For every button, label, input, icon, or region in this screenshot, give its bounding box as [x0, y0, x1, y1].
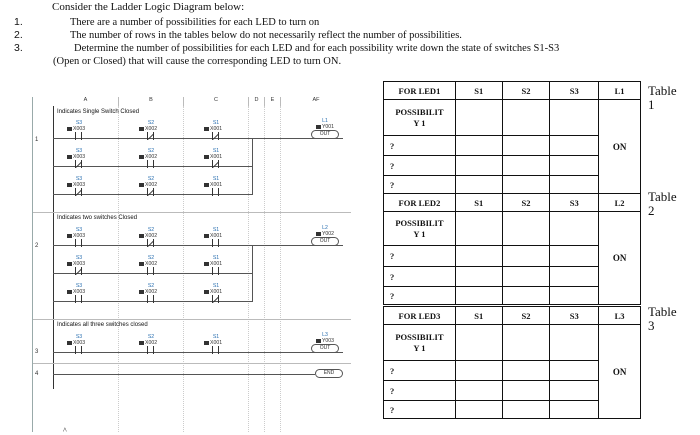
instruction-number: 2. — [14, 29, 23, 41]
answer-cell[interactable] — [502, 361, 550, 381]
answer-cell[interactable] — [455, 176, 502, 194]
coil-l3: L3 Y003 OUT — [311, 332, 339, 353]
column-header-e: E — [265, 97, 281, 106]
contact-no-icon — [67, 295, 91, 303]
device-icon — [67, 155, 72, 159]
grid-line — [183, 106, 185, 432]
contact-nc-icon — [204, 295, 228, 303]
contact-no-icon — [67, 132, 91, 140]
table-header-row — [384, 307, 641, 325]
answer-cell[interactable] — [550, 361, 599, 381]
instruction-text: The number of rows in the tables below do not necessarily reflect the number of possibilities. — [70, 30, 462, 41]
contact-no-icon — [204, 346, 228, 354]
device-icon — [67, 234, 72, 238]
answer-cell[interactable] — [550, 156, 599, 176]
device-icon — [204, 262, 209, 266]
contact-s3: S3 X003 — [67, 283, 91, 303]
instruction-number: 1. — [14, 16, 23, 28]
device-icon — [139, 234, 144, 238]
answer-cell[interactable] — [455, 246, 502, 267]
table-led3 — [383, 306, 641, 419]
table-row — [384, 100, 641, 136]
answer-cell[interactable] — [455, 325, 502, 361]
contact-s1: S1 X001 — [204, 120, 228, 140]
header-l: L3 — [599, 307, 641, 325]
answer-cell[interactable] — [455, 267, 502, 287]
contact-s3: S3 X003 — [67, 176, 91, 196]
answer-cell[interactable] — [550, 246, 599, 267]
question-cell: ? — [384, 136, 456, 156]
contact-s3: S3 X003 — [67, 120, 91, 140]
end-instruction: END — [315, 369, 343, 378]
contact-no-icon — [67, 239, 91, 247]
header-s1: S1 — [455, 194, 502, 212]
answer-cell[interactable] — [455, 287, 502, 305]
table-led1 — [383, 81, 641, 194]
device-icon — [204, 183, 209, 187]
column-header-d: D — [249, 97, 265, 106]
answer-cell[interactable] — [455, 361, 502, 381]
grid-line — [118, 106, 120, 432]
table-header-row — [384, 82, 641, 100]
answer-cell[interactable] — [502, 176, 550, 194]
header-l: L1 — [599, 82, 641, 100]
table-label-3: Table 3 — [648, 304, 677, 333]
contact-s1: S1 X001 — [204, 227, 228, 247]
answer-cell[interactable] — [502, 246, 550, 267]
question-cell: ? — [384, 287, 456, 305]
answer-cell[interactable] — [502, 267, 550, 287]
contact-s3: S3 X003 — [67, 334, 91, 354]
contact-s2: S2 X002 — [139, 255, 163, 275]
answer-cell[interactable] — [502, 156, 550, 176]
power-rail — [53, 106, 54, 389]
device-icon — [204, 234, 209, 238]
coil-out: OUT — [311, 344, 339, 353]
table-label-1: Table 1 — [648, 83, 677, 112]
header-s1: S1 — [455, 82, 502, 100]
possibility-cell: POSSIBILIT Y 1 — [384, 325, 456, 361]
contact-nc-icon — [204, 160, 228, 168]
answer-cell[interactable] — [550, 176, 599, 194]
answer-cell[interactable] — [455, 212, 502, 246]
rung-wire — [53, 374, 315, 375]
device-icon — [67, 183, 72, 187]
header-s2: S2 — [502, 82, 550, 100]
table-row — [384, 325, 641, 361]
instruction-number: 3. — [14, 42, 23, 54]
instruction-item — [14, 42, 674, 55]
contact-s2: S2 X002 — [139, 283, 163, 303]
rung-separator — [33, 212, 351, 213]
answer-cell[interactable] — [550, 287, 599, 305]
table-led2 — [383, 193, 641, 305]
header-led: FOR LED1 — [384, 82, 456, 100]
answer-cell[interactable] — [502, 287, 550, 305]
contact-no-icon — [204, 188, 228, 196]
answer-cell[interactable] — [550, 212, 599, 246]
contact-s1: S1 X001 — [204, 255, 228, 275]
answer-cell[interactable] — [502, 212, 550, 246]
header-led: FOR LED3 — [384, 307, 456, 325]
answer-cell[interactable] — [550, 267, 599, 287]
contact-s2: S2 X002 — [139, 148, 163, 168]
coil-out: OUT — [311, 237, 339, 246]
answer-cell[interactable] — [550, 401, 599, 419]
question-cell: ? — [384, 176, 456, 194]
contact-no-icon — [67, 346, 91, 354]
device-icon — [204, 341, 209, 345]
rung-number: 1 — [35, 137, 39, 143]
rung-comment: Indicates two switches Closed — [57, 215, 138, 221]
table-row — [384, 212, 641, 246]
device-icon — [67, 127, 72, 131]
question-cell: ? — [384, 267, 456, 287]
answer-cell[interactable] — [550, 100, 599, 136]
answer-cell[interactable] — [502, 100, 550, 136]
table-header-row — [384, 194, 641, 212]
device-icon — [316, 339, 321, 343]
device-icon — [139, 262, 144, 266]
grid-line — [264, 106, 266, 432]
contact-no-icon — [139, 267, 163, 275]
intro-text: Consider the Ladder Logic Diagram below: — [52, 1, 245, 13]
question-cell: ? — [384, 361, 456, 381]
header-s3: S3 — [550, 307, 599, 325]
contact-no-icon — [139, 295, 163, 303]
device-icon — [139, 290, 144, 294]
contact-s2: S2 X002 — [139, 120, 163, 140]
rung-number: 2 — [35, 243, 39, 249]
ladder-diagram — [32, 97, 351, 432]
answer-cell[interactable] — [502, 325, 550, 361]
contact-nc-icon — [67, 188, 91, 196]
device-icon — [204, 290, 209, 294]
device-icon — [204, 155, 209, 159]
answer-cell[interactable] — [502, 401, 550, 419]
device-icon — [139, 183, 144, 187]
instruction-list — [14, 16, 674, 68]
contact-s1: S1 X001 — [204, 334, 228, 354]
contact-s1: S1 X001 — [204, 176, 228, 196]
coil-l2: L2 Y002 OUT — [311, 225, 339, 246]
bottom-mark: ^ — [63, 426, 67, 435]
instruction-continuation: (Open or Closed) that will cause the corresponding LED to turn ON. — [53, 56, 342, 67]
coil-out: OUT — [311, 130, 339, 139]
answer-cell[interactable] — [502, 136, 550, 156]
table-label-2: Table 2 — [648, 189, 677, 218]
rung-separator — [33, 363, 351, 364]
header-led: FOR LED2 — [384, 194, 456, 212]
on-cell: ON — [599, 100, 641, 194]
question-cell: ? — [384, 156, 456, 176]
possibility-cell: POSSIBILIT Y 1 — [384, 100, 456, 136]
column-header-a: A — [53, 97, 119, 106]
device-icon — [67, 290, 72, 294]
answer-cell[interactable] — [502, 381, 550, 401]
column-header-b: B — [119, 97, 184, 106]
possibility-cell: POSSIBILIT Y 1 — [384, 212, 456, 246]
answer-cell[interactable] — [550, 325, 599, 361]
device-icon — [316, 232, 321, 236]
header-l: L2 — [599, 194, 641, 212]
contact-s2: S2 X002 — [139, 334, 163, 354]
answer-cell[interactable] — [455, 381, 502, 401]
instruction-text: Determine the number of possibilities for each LED and for each possibility write down the state of switches S1-S3 — [74, 43, 560, 54]
contact-nc-icon — [139, 132, 163, 140]
coil-l1: L1 Y001 OUT — [311, 118, 339, 139]
contact-nc-icon — [67, 160, 91, 168]
on-cell: ON — [599, 212, 641, 305]
answer-cell[interactable] — [550, 381, 599, 401]
grid-line — [280, 106, 282, 432]
header-s2: S2 — [502, 194, 550, 212]
instruction-text: There are a number of possibilities for each LED to turn on — [70, 17, 320, 28]
question-cell: ? — [384, 246, 456, 267]
device-icon — [316, 125, 321, 129]
device-icon — [139, 127, 144, 131]
answer-cell[interactable] — [455, 136, 502, 156]
answer-cell[interactable] — [455, 401, 502, 419]
answer-cell[interactable] — [455, 100, 502, 136]
device-icon — [139, 155, 144, 159]
branch-wire — [252, 138, 253, 194]
contact-no-icon — [139, 346, 163, 354]
contact-no-icon — [204, 239, 228, 247]
contact-s1: S1 X001 — [204, 283, 228, 303]
contact-s3: S3 X003 — [67, 227, 91, 247]
rung-wire — [53, 138, 343, 139]
device-icon — [67, 262, 72, 266]
header-s1: S1 — [455, 307, 502, 325]
rung-comment: Indicates all three switches closed — [57, 322, 148, 328]
contact-nc-icon — [204, 132, 228, 140]
contact-nc-icon — [139, 188, 163, 196]
column-header-af: AF — [312, 97, 320, 103]
rung-wire — [53, 352, 343, 353]
branch-wire — [252, 245, 253, 301]
contact-s1: S1 X001 — [204, 148, 228, 168]
header-s3: S3 — [550, 194, 599, 212]
contact-s3: S3 X003 — [67, 255, 91, 275]
device-icon — [67, 341, 72, 345]
contact-nc-icon — [139, 239, 163, 247]
rung-comment: Indicates Single Switch Closed — [57, 109, 140, 115]
contact-no-icon — [204, 267, 228, 275]
answer-cell[interactable] — [455, 156, 502, 176]
rung-number: 3 — [35, 349, 39, 355]
grid-line — [248, 106, 250, 432]
answer-cell[interactable] — [550, 136, 599, 156]
rung-wire — [53, 245, 343, 246]
rung-separator — [33, 319, 351, 320]
rung-number: 4 — [35, 371, 39, 377]
header-s3: S3 — [550, 82, 599, 100]
on-cell: ON — [599, 325, 641, 419]
contact-s2: S2 X002 — [139, 176, 163, 196]
instruction-item — [14, 16, 674, 29]
device-icon — [139, 341, 144, 345]
column-header-c: C — [184, 97, 249, 106]
contact-no-icon — [139, 160, 163, 168]
question-cell: ? — [384, 401, 456, 419]
header-s2: S2 — [502, 307, 550, 325]
contact-nc-icon — [67, 267, 91, 275]
question-cell: ? — [384, 381, 456, 401]
contact-s3: S3 X003 — [67, 148, 91, 168]
contact-s2: S2 X002 — [139, 227, 163, 247]
instruction-item — [14, 29, 674, 42]
device-icon — [204, 127, 209, 131]
